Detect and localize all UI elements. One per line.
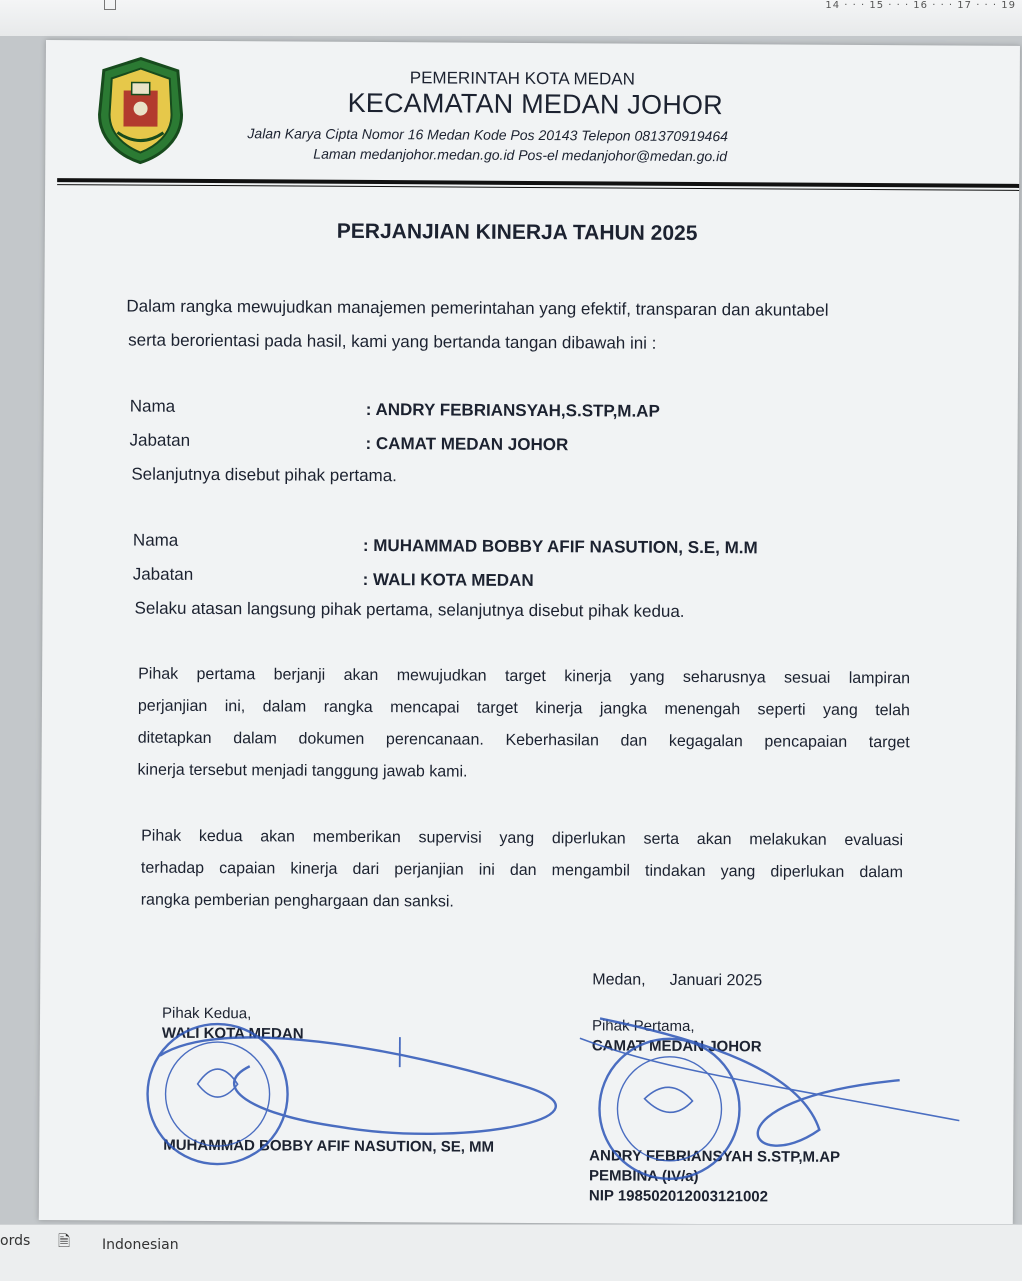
paragraph-line: terhadap capaian kinerja dari perjanjian ini dan mengambil tindakan yang diperlukan dalam [140, 859, 903, 882]
paragraph-pihak-pertama [137, 659, 910, 792]
party2-name-label: Nama [132, 530, 179, 550]
place-date [592, 971, 762, 990]
party1-position-value: : CAMAT MEDAN JOHOR [365, 433, 569, 455]
letterhead-government: PEMERINTAH KOTA MEDAN [409, 68, 635, 89]
horizontal-ruler[interactable] [0, 0, 1022, 37]
word-count[interactable]: ords [0, 1233, 31, 1249]
city-emblem-logo [97, 56, 184, 165]
party2-position-label: Jabatan [132, 564, 194, 584]
letterhead-office: KECAMATAN MEDAN JOHOR [347, 87, 723, 121]
party1-name-value: : ANDRY FEBRIANSYAH,S.STP,M.AP [365, 399, 660, 421]
document-title: PERJANJIAN KINERJA TAHUN 2025 [336, 219, 698, 245]
right-signer-nip: NIP 198502012003121002 [588, 1187, 769, 1206]
party2-position-value: : WALI KOTA MEDAN [362, 569, 534, 590]
left-signer-title: WALI KOTA MEDAN [161, 1024, 304, 1043]
paragraph-line: perjanjian ini, dalam rangka mencapai target kinerja jangka menengah seperti yang telah [137, 697, 910, 720]
intro-line-1: Dalam rangka mewujudkan manajemen pemerintahan yang efektif, transparan dan akuntabel [126, 296, 829, 320]
document-page[interactable] [39, 40, 1020, 1226]
right-signer-name: ANDRY FEBRIANSYAH S.STP,M.AP [589, 1147, 841, 1166]
intro-line-2: serta berorientasi pada hasil, kami yang bertanda tangan dibawah ini : [128, 330, 657, 353]
letterhead-contact: Laman medanjohor.medan.go.id Pos-el medanjohor@medan.go.id [313, 145, 728, 165]
paragraph-line: ditetapkan dalam dokumen perencanaan. Keberhasilan dan kegagalan pencapaian target [137, 729, 910, 752]
indent-marker[interactable] [104, 0, 116, 10]
party2-name-value: : MUHAMMAD BOBBY AFIF NASUTION, S.E, M.M [362, 535, 758, 558]
proofing-icon[interactable]: 🗎 [58, 1232, 71, 1250]
right-signer-rank: PEMBINA (IV/a) [589, 1167, 699, 1186]
paragraph-line: rangka pemberian penghargaan dan sanksi. [140, 891, 454, 911]
paragraph-line: Pihak kedua akan memberikan supervisi yang diperlukan serta akan melakukan evaluasi [141, 827, 904, 850]
right-signer-title: CAMAT MEDAN JOHOR [591, 1037, 762, 1056]
party1-note: Selanjutnya disebut pihak pertama. [131, 464, 397, 486]
document-canvas[interactable] [0, 36, 1022, 1224]
date: Januari 2025 [669, 971, 763, 990]
party2-note: Selaku atasan langsung pihak pertama, selanjutnya disebut pihak kedua. [134, 598, 685, 621]
left-signer-name: MUHAMMAD BOBBY AFIF NASUTION, SE, MM [163, 1136, 495, 1156]
ruler-tick-labels: 14 · · · 15 · · · 16 · · · 17 · · · 19 [825, 0, 1016, 11]
paragraph-line: Pihak pertama berjanji akan mewujudkan target kinerja yang seharusnya sesuai lampiran [138, 665, 911, 688]
left-signature-stroke [159, 1037, 556, 1135]
letterhead-address: Jalan Karya Cipta Nomor 16 Medan Kode Pos 20143 Telepon 081370919464 [247, 125, 728, 145]
party1-name-label: Nama [129, 396, 176, 416]
right-signer-role: Pihak Pertama, [591, 1017, 695, 1035]
place: Medan, [592, 971, 646, 989]
language-indicator[interactable]: Indonesian [102, 1237, 179, 1253]
status-bar [0, 1224, 1022, 1281]
paragraph-pihak-kedua [141, 821, 904, 922]
left-signer-role: Pihak Kedua, [162, 1004, 252, 1023]
paragraph-line: kinerja tersebut menjadi tanggung jawab kami. [137, 761, 468, 781]
party1-position-label: Jabatan [129, 430, 191, 450]
